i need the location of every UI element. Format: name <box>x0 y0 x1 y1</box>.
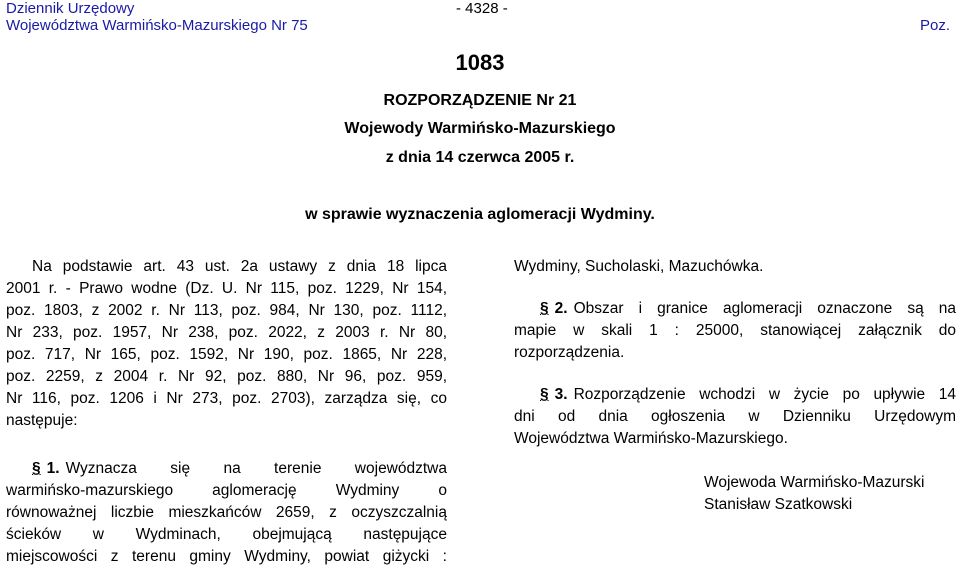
paragraph-2-line: mapie w skali 1 : 25000, stanowiącej załącznik do <box>514 322 956 339</box>
paragraph-1-line: miejscowości z terenu gminy Wydminy, powiat giżycki : <box>6 548 447 565</box>
paragraph-1-heading <box>6 458 447 480</box>
document-number: 1083 <box>455 50 505 75</box>
paragraph-3-line: dni od dnia ogłoszenia w Dzienniku Urzędowym <box>514 408 956 425</box>
document-type: ROZPORZĄDZENIE Nr 21 <box>383 92 577 109</box>
intro-line: Na podstawie art. 43 ust. 2a ustawy z dnia 18 lipca <box>32 258 447 275</box>
left-column <box>6 256 447 568</box>
position-label: Poz. <box>920 17 951 34</box>
intro-line: Nr 116, poz. 1206 i Nr 273, poz. 2703), zarządza się, co <box>6 390 447 407</box>
signature-name: Stanisław Szatkowski <box>704 496 853 513</box>
paragraph-2-heading <box>514 298 956 320</box>
paragraph-3-first-line: Rozporządzenie wchodzi w życie po upływie 14 <box>573 386 956 403</box>
signature-title: Wojewoda Warmińsko-Mazurski <box>704 474 925 491</box>
paragraph-2-number: 2. <box>554 300 568 317</box>
paragraph-1-first-line: Wyznacza się na terenie województwa <box>65 460 447 477</box>
right-column <box>514 256 956 516</box>
journal-subtitle: Województwa Warmińsko-Mazurskiego Nr 75 <box>6 17 308 34</box>
paragraph-2-line: rozporządzenia. <box>514 344 625 361</box>
paragraph-1-line: równoważnej liczbie mieszkańców 2659, z oczyszczalnią <box>6 504 447 521</box>
paragraph-1-continuation: Wydminy, Sucholaski, Mazuchówka. <box>514 258 764 275</box>
paragraph-3-heading <box>514 384 956 406</box>
intro-line: 2001 r. - Prawo wodne (Dz. U. Nr 115, poz. 1229, Nr 154, <box>6 280 447 297</box>
document-subject: w sprawie wyznaczenia aglomeracji Wydminy. <box>305 206 655 223</box>
intro-line: poz. 717, Nr 165, poz. 1592, Nr 190, poz. 1865, Nr 228, <box>6 346 447 363</box>
document-date: z dnia 14 czerwca 2005 r. <box>385 149 575 166</box>
paragraph-1-number: 1. <box>46 460 60 477</box>
document-issuer: Wojewody Warmińsko-Mazurskiego <box>344 120 616 137</box>
journal-title: Dziennik Urzędowy <box>6 0 135 17</box>
paragraph-3-line: Województwa Warmińsko-Mazurskiego. <box>514 430 788 447</box>
page-number: - 4328 - <box>456 0 508 17</box>
intro-line: poz. 2259, z 2004 r. Nr 92, poz. 880, Nr 96, poz. 959, <box>6 368 447 385</box>
intro-line: poz. 1803, z 2002 r. Nr 113, poz. 984, Nr 130, poz. 1112, <box>6 302 447 319</box>
paragraph-1-marker: § <box>32 460 41 477</box>
paragraph-2-first-line: Obszar i granice aglomeracji oznaczone są na <box>573 300 956 317</box>
intro-line: następuje: <box>6 412 78 429</box>
paragraph-1-line: ścieków w Wydminach, obejmującą następujące <box>6 526 447 543</box>
paragraph-1-line: warmińsko-mazurskiego aglomerację Wydminy o <box>6 482 447 499</box>
paragraph-3-number: 3. <box>554 386 568 403</box>
paragraph-3-marker: § <box>540 386 549 403</box>
intro-line: Nr 233, poz. 1957, Nr 238, poz. 2022, z 2003 r. Nr 80, <box>6 324 447 341</box>
paragraph-2-marker: § <box>540 300 549 317</box>
